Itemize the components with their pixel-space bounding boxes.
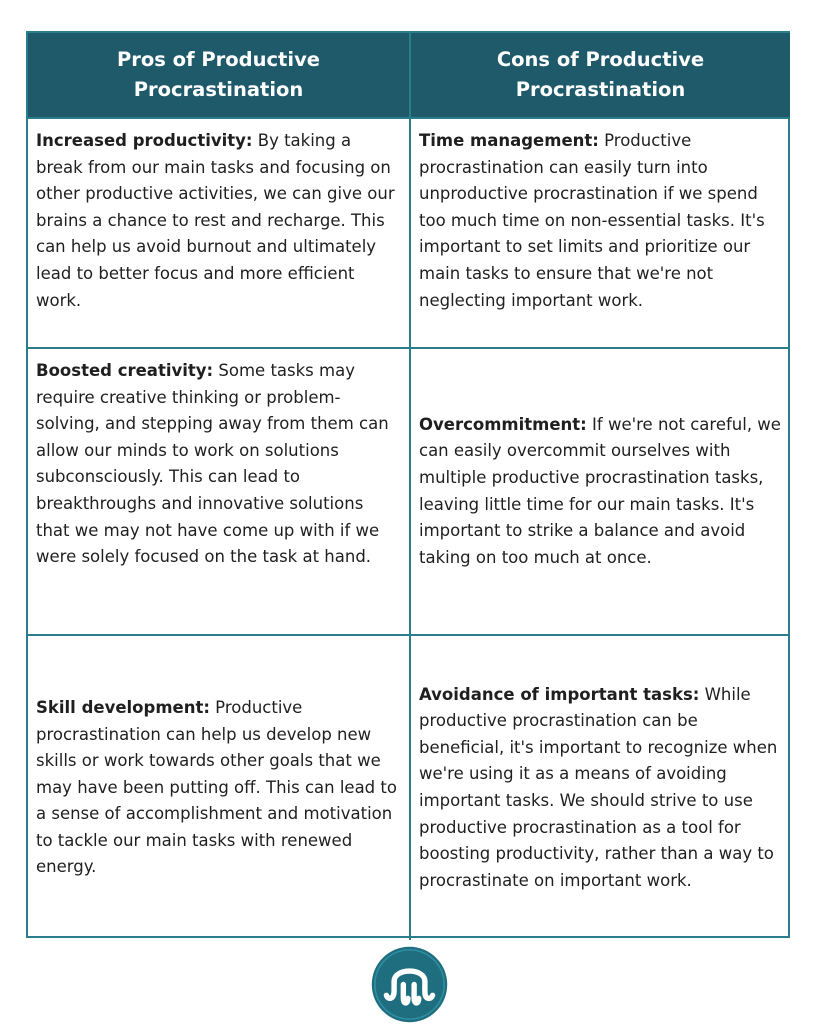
pro-title: Boosted creativity: xyxy=(36,361,214,380)
pro-cell-increased-productivity xyxy=(28,117,411,347)
pro-title: Skill development: xyxy=(36,697,210,717)
pro-text: Productive procrastination can help us develop new skills or work towards other goals that we may have been putting off. This can lead to a sense of accomplishment and motivation to tackle our main tasks with renewed energy. xyxy=(36,697,397,877)
pro-cell-boosted-creativity xyxy=(28,347,411,634)
pro-text: By taking a break from our main tasks and focusing on other productive activities, we can give our brains a chance to rest and recharge. This can help us avoid burnout and ultimately lead to better focus and more efficient work. xyxy=(36,131,395,310)
pros-header: Pros of Productive Procrastination xyxy=(28,33,411,117)
con-cell-time-management xyxy=(411,117,790,347)
pros-cons-table xyxy=(26,31,790,938)
con-text: While productive procrastination can be beneficial, it's important to recognize when we're using it as a means of avoiding important tasks. We should strive to use productive procrastination as a tool for boosting productivity, rather than a way to procrastinate on important work. xyxy=(419,684,778,890)
octopus-logo-icon xyxy=(371,946,448,1023)
pro-text: Some tasks may require creative thinking or problem-solving, and stepping away from them can allow our minds to work on solutions subconsciously. This can lead to breakthroughs and innovative solutions that we may not have come up with if we were solely focused on the task at hand. xyxy=(36,361,389,567)
con-title: Avoidance of important tasks: xyxy=(419,684,700,704)
pro-title: Increased productivity: xyxy=(36,131,253,150)
con-text: Productive procrastination can easily turn into unproductive procrastination if we spend too much time on non-essential tasks. It's important to set limits and prioritize our main tasks to ensure that we're not neglecting important work. xyxy=(419,131,765,310)
cons-header: Cons of Productive Procrastination xyxy=(411,33,790,117)
pro-cell-skill-development xyxy=(28,634,411,940)
con-text: If we're not careful, we can easily overcommit ourselves with multiple productive procrastination tasks, leaving little time for our main tasks. It's important to strike a balance and avoid taking on too much at once. xyxy=(419,414,781,567)
con-title: Time management: xyxy=(419,131,599,150)
con-title: Overcommitment: xyxy=(419,414,587,434)
con-cell-overcommitment xyxy=(411,347,790,634)
con-cell-avoidance xyxy=(411,634,790,940)
